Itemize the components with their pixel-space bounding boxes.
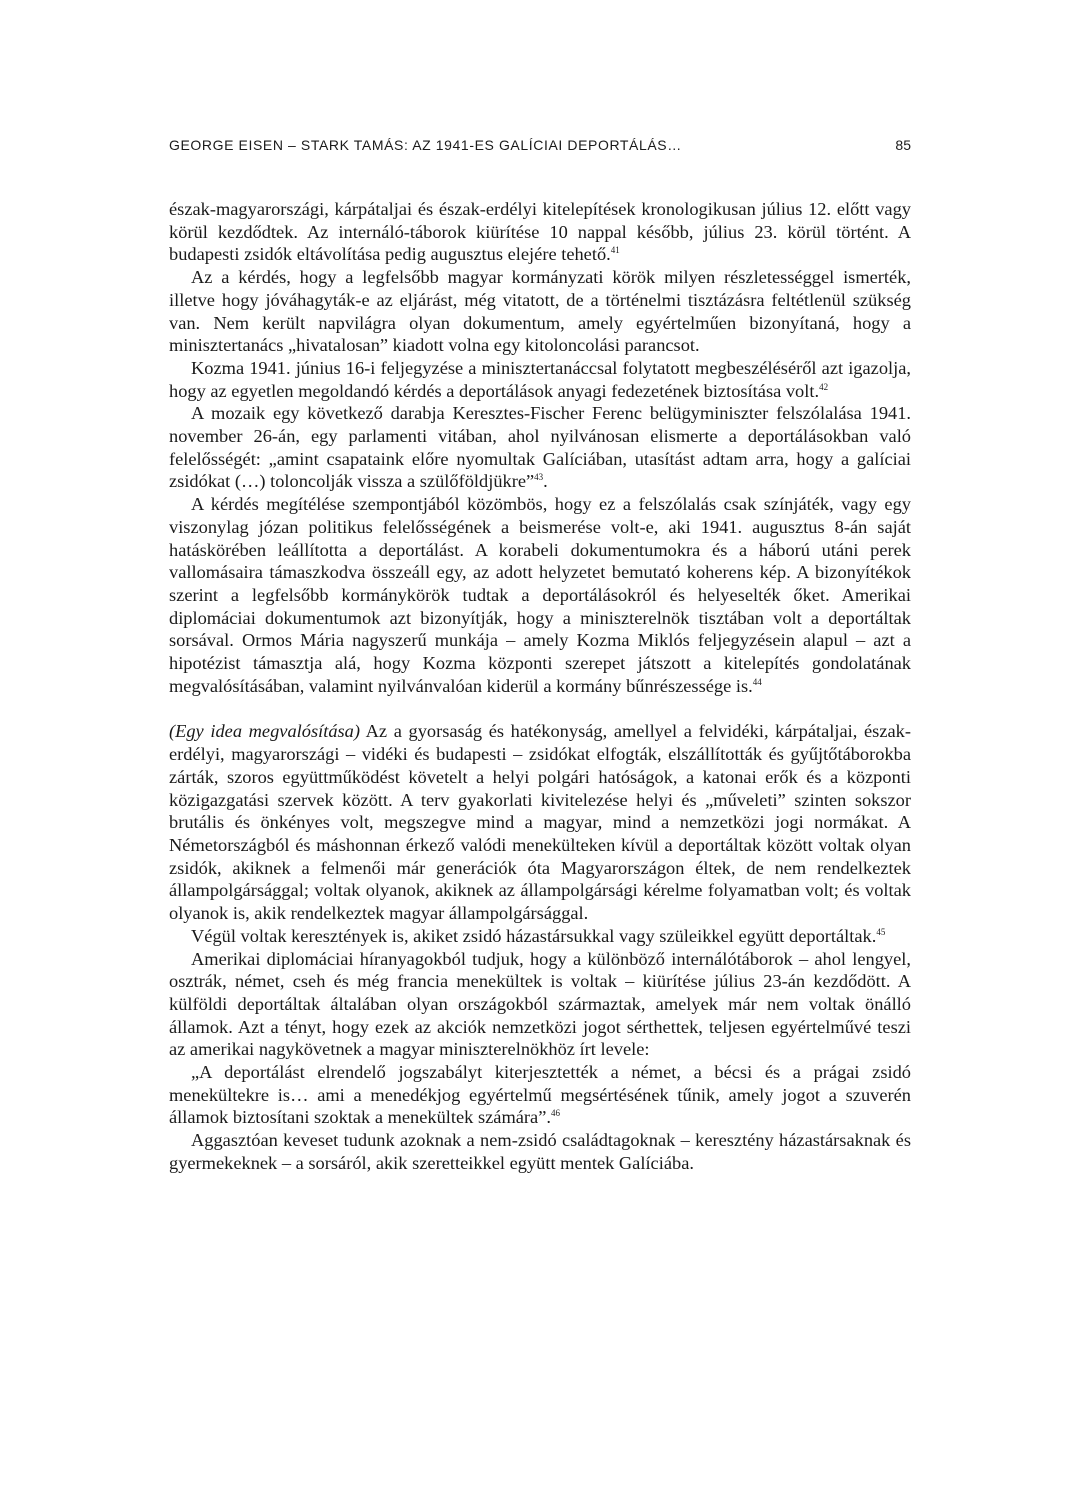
paragraph <box>169 266 911 357</box>
quote-paragraph <box>169 1061 911 1129</box>
paragraph <box>169 198 911 266</box>
paragraph-text: észak-magyarországi, kárpátaljai és észak-erdélyi kitelepítések kronologikusan július 12. előtt vagy körül kezdődtek. Az internáló-táborok kiürítése 10 nappal később, július 23. körül történt. A budapesti zsidók eltávolítása pedig augusztus elejére tehető. <box>169 199 911 265</box>
section-title: (Egy idea megvalósítása) <box>169 721 361 742</box>
paragraph <box>169 357 911 402</box>
paragraph-text: Aggasztóan keveset tudunk azoknak a nem-zsidó családtagoknak – keresztény házastársaknak és gyermekeknek – a sorsáról, akik szeretteikkel együtt mentek Galíciába. <box>169 1130 911 1173</box>
paragraph-text: A mozaik egy következő darabja Keresztes-Fischer Ferenc belügyminiszter felszólalása 1941. november 26-án, egy parlamenti vitában, ahol nyilvánosan elismerte a deportálásokban való felelősségét: „amint csapataink előre nyomultak Galíciában, utasítást adtam arra, hogy a galíciai zsidókat (…) toloncolják vissza a szülőföldjükre” <box>169 403 911 492</box>
article-body <box>169 198 911 1175</box>
page-number: 85 <box>895 137 911 153</box>
footnote-ref: 46 <box>550 1108 560 1119</box>
footnote-ref: 43 <box>534 472 544 483</box>
paragraph-text: Az a gyorsaság és hatékonyság, amellyel a felvidéki, kárpátaljai, észak-erdélyi, magyarországi – vidéki és budapesti – zsidókat elfogták, elszállították és gyűjtőtáborokba zárták, szoros együttműködést követelt a helyi polgári hatóságok, a katonai erők és a központi közigazgatási szervek között. A terv gyakorlati kivitelezése helyi és „műveleti” szinten sokszor brutális és önkényes volt, megszegve mind a magyar, mind a nemzetközi jogi normákat. A Németországból és máshonnan érkező valódi menekülteken kívül a deportáltak között voltak olyan zsidók, akiknek a felmenői már generációk óta Magyarországon éltek, de nem rendelkeztek állampolgársággal; voltak olyanok, akiknek az állampolgársági kérelme folyamatban volt; és voltak olyanok is, akik rendelkeztek magyar állampolgársággal. <box>169 721 911 924</box>
footnote-ref: 45 <box>876 926 886 937</box>
paragraph <box>169 493 911 697</box>
footnote-ref: 41 <box>610 245 620 256</box>
paragraph <box>169 948 911 1062</box>
paragraph <box>169 1129 911 1174</box>
running-title: GEORGE EISEN – STARK TAMÁS: AZ 1941-ES GALÍCIAI DEPORTÁLÁS… <box>169 137 682 153</box>
paragraph-text: Kozma 1941. június 16-i feljegyzése a minisztertanáccsal folytatott megbeszéléséről azt igazolja, hogy az egyetlen megoldandó kérdés a deportálások anyagi fedezetének biztosítása volt. <box>169 357 911 401</box>
section-paragraph <box>169 720 911 924</box>
running-header <box>169 133 911 157</box>
paragraph-text: Végül voltak keresztények is, akiket zsidó házastársukkal vagy szüleikkel együtt deportáltak. <box>191 925 877 946</box>
paragraph-text: A kérdés megítélése szempontjából közömbös, hogy ez a felszólalás csak színjáték, vagy egy viszonylag józan politikus felelősségének a beismerése volt-e, aki 1941. augusztus 8-án saját hatáskörében leállította a deportálást. A korabeli dokumentumokra és a háború utáni perek vallomásaira támaszkodva összeáll egy, az adott helyzetet bemutató koherens kép. A bizonyítékok szerint a legfelsőbb kormánykörök tudtak a deportálásokról és helyeselték őket. Amerikai diplomáciai dokumentumok azt bizonyítják, hogy a miniszterelnök tisztában volt a deportáltak sorsával. Ormos Mária nagyszerű munkája – amely Kozma Miklós feljegyzésein alapul – azt a hipotézist támasztja alá, hogy Kozma központi szerepet játszott a kitelepítés gondolatának megvalósításában, valamint nyilvánvalóan kiderül a kormány bűnrészessége is. <box>169 494 911 696</box>
paragraph-text: Amerikai diplomáciai híranyagokból tudjuk, hogy a különböző internálótáborok – ahol lengyel, osztrák, német, cseh és még francia menekültek is voltak – kiürítése július 23-án kezdődött. A külföldi deportáltak általában olyan országokból származtak, amelyek már nem voltak önálló államok. Azt a tényt, hogy ezek az akciók nemzetközi jogot sérthettek, teljesen egyértelművé teszi az amerikai nagykövetnek a magyar miniszterelnökhöz írt levele: <box>169 948 911 1060</box>
footnote-ref: 44 <box>752 676 762 687</box>
paragraph-punct: . <box>543 471 548 492</box>
footnote-ref: 42 <box>819 381 829 392</box>
paragraph <box>169 925 911 948</box>
quote-text: „A deportálást elrendelő jogszabályt kiterjesztették a német, a bécsi és a prágai zsidó menekültekre is… ami a menedékjog egyértelmű megsértésének tűnik, amely jogot a szuverén államok biztosítani szoktak a menekültek számára”. <box>169 1062 911 1128</box>
paragraph-text: Az a kérdés, hogy a legfelsőbb magyar kormányzati körök milyen részletességgel ismerték, illetve hogy jóváhagyták-e az eljárást, még vitatott, de a történelmi tisztázásra feltétlenül szükség van. Nem került napvilágra olyan dokumentum, amely egyértelműen bizonyítaná, hogy a minisztertanács „hivatalosan” kiadott volna egy kitoloncolási parancsot. <box>169 267 911 356</box>
paragraph <box>169 402 911 493</box>
